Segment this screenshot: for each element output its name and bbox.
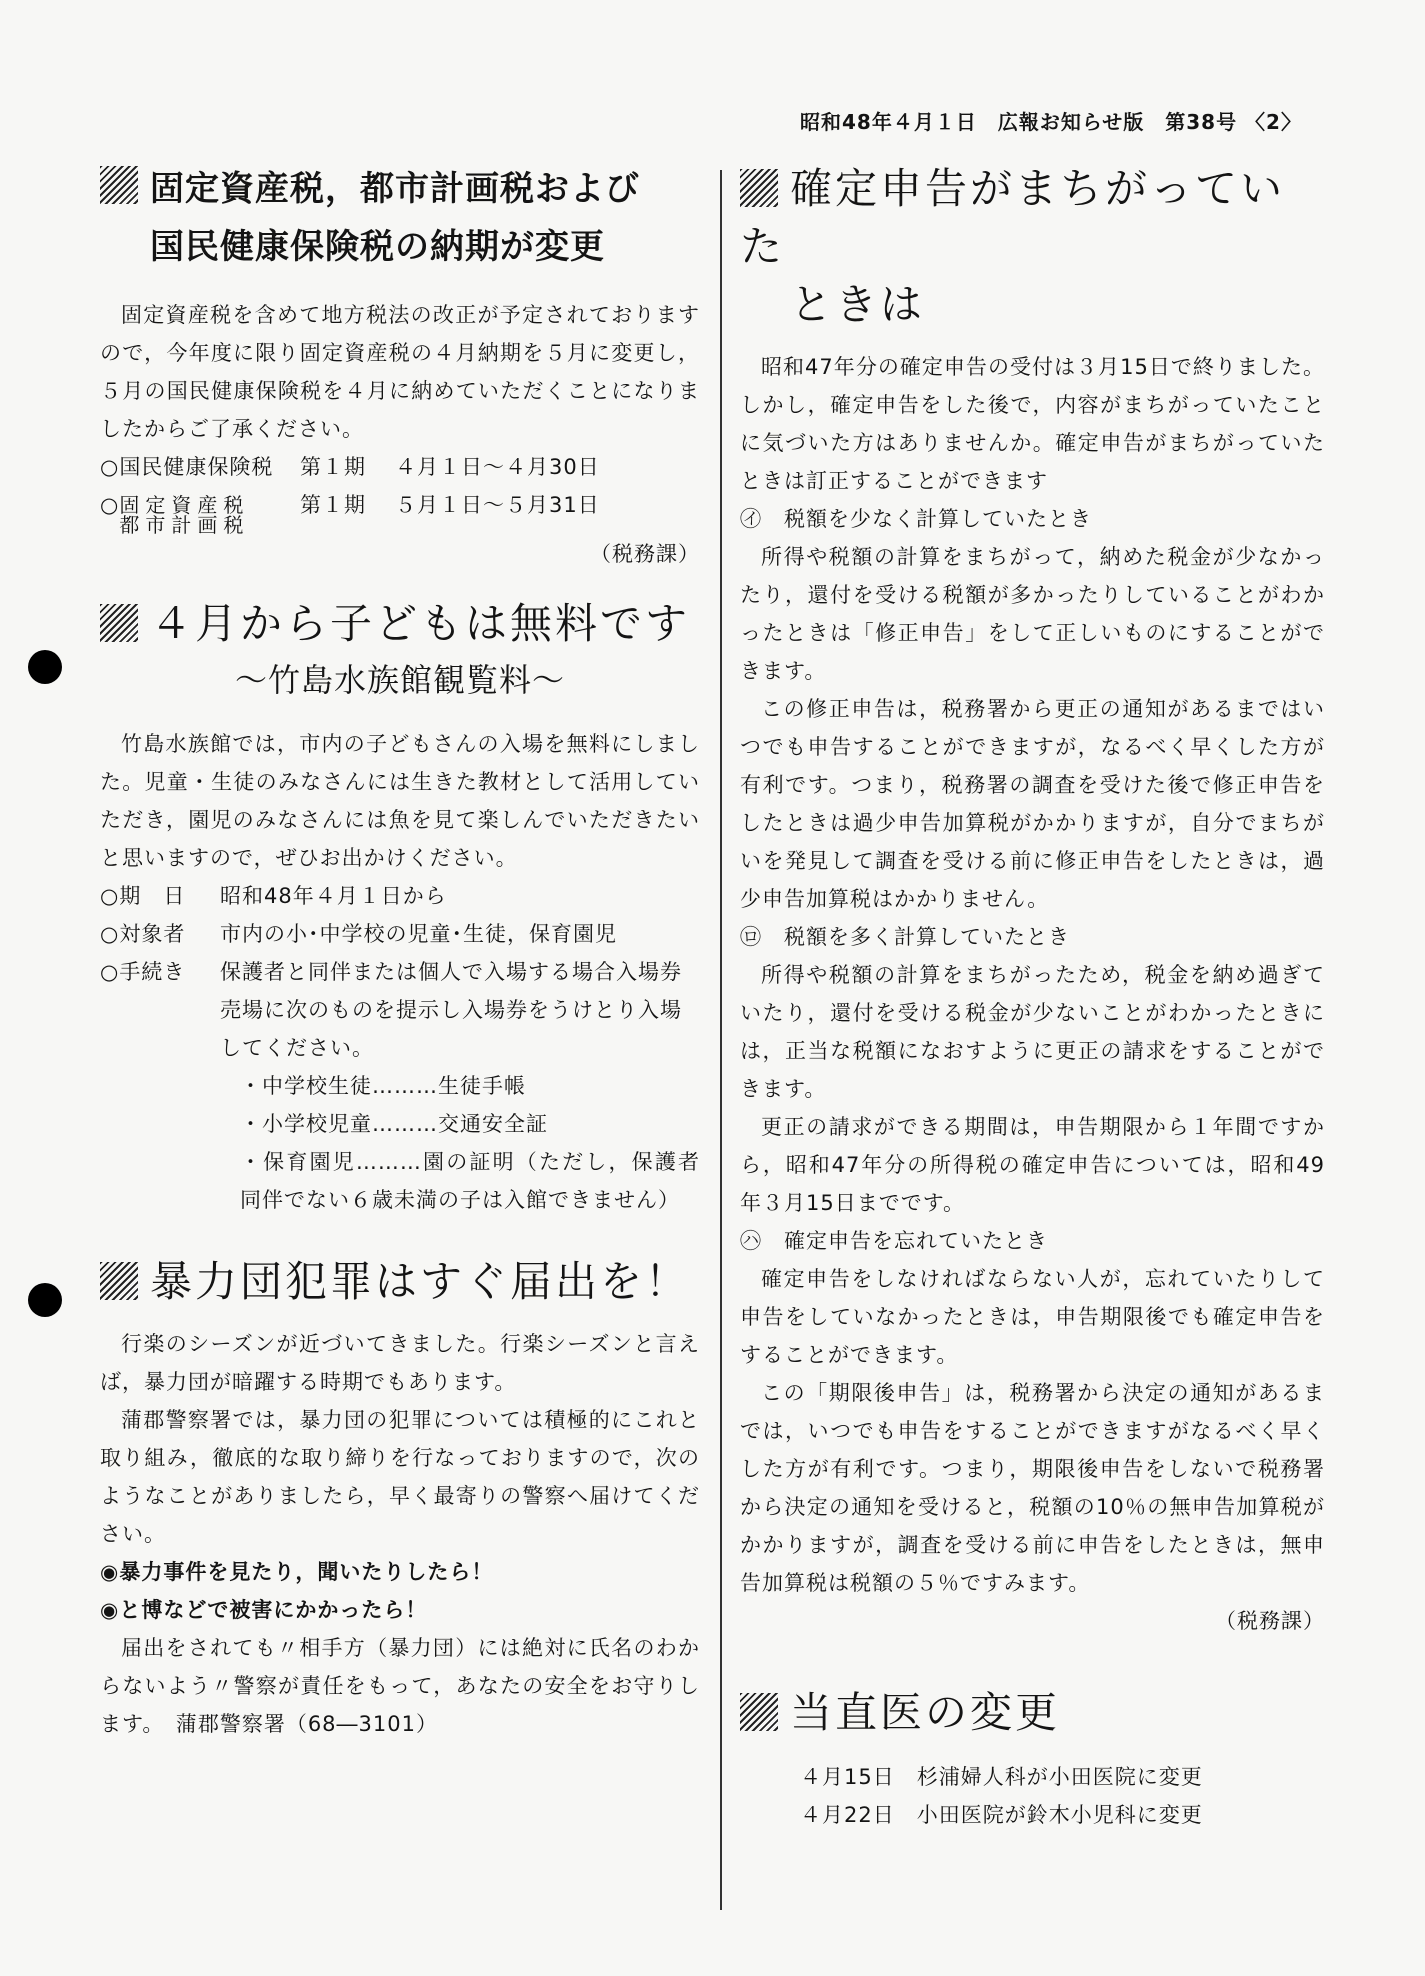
filing-dept: （税務課） (1215, 1609, 1325, 1633)
crime-title: 暴力団犯罪はすぐ届出を！ (100, 1253, 700, 1311)
list-item: ・保育園児………園の証明（ただし，保護者同伴でない６歳未満の子は入館できません） (240, 1150, 700, 1212)
column-divider (720, 170, 722, 1910)
crime-notice: 暴力団犯罪はすぐ届出を！ 行楽のシーズンが近づいてきました。行楽シーズンと言えば，暴力団が暗躍する時期でもあります。 蒲郡警察署では，暴力団の犯罪については積極的にこれと取り組み，徹底的な取り締りを行なっておりますので，次のようなことがありましたら，早く最寄りの警察へ届けてください。 ◉暴力事件を見たり，聞いたりしたら！ ◉と博などで被害にかかったら！ 届出をされても〃相手方（暴力団）には絶対に氏名のわからないよう〃警察が責任をもって，あなたの安全をお守りします。 蒲郡警察署（68―3101） (100, 1253, 700, 1743)
punch-hole (28, 650, 62, 684)
section-heading: ㋩ 確定申告を忘れていたとき (740, 1229, 1048, 1253)
duty-row: ４月22日 小田医院が鈴木小児科に変更 (800, 1803, 1203, 1827)
list-item: ・小学校児童………交通安全証 (240, 1112, 548, 1136)
section-heading: ㋑ 税額を少なく計算していたとき (740, 507, 1092, 531)
hatch-mark (740, 1693, 778, 1731)
tax-title: 固定資産税，都市計画税および 国民健康保険税の納期が変更 (100, 160, 700, 276)
filing-notice: 確定申告がまちがっていた ときは 昭和47年分の確定申告の受付は３月15日で終りました。しかし，確定申告をした後で，内容がまちがっていたことに気づいた方はありませんか。確定申告がまちがっていたときは訂正することができます ㋑ 税額を少なく計算していたとき 所得や税額の計算をまちがって，納めた税金が少なかったり，還付を受ける税額が多かったりしていることがわかったときは「修正申告」をして正しいものにすることができます。 この修正申告は，税務署から更正の通知があるまではいつでも申告することができますが，なるべく早くした方が有利です。つまり，税務署の調査を受けた後で修正申告をしたときは過少申告加算税がかかりますが，自分でまちがいを発見して調査を受ける前に修正申告をしたときは，過少申告加算税はかかりません。 ㋺ 税額を多く計算していたとき 所得や税額の計算をまちがったため，税金を納め過ぎていたり，還付を受ける税金が少ないことがわかったときには，正当な税額になおすように更正の請求をすることができます。 更正の請求ができる期間は，申告期限から１年間ですから，昭和47年分の所得税の確定申告については，昭和49年３月15日までです。 ㋩ 確定申告を忘れていたとき 確定申告をしなければならない人が，忘れていたりして申告をしていなかったときは，申告期限後でも確定申告をすることができます。 この「期限後申告」は，税務署から決定の通知があるまでは，いつでも申告をすることができますがなるべく早くした方が有利です。つまり，期限後申告をしないで税務署から決定の通知を受けると，税額の10％の無申告加算税がかかりますが，調査を受ける前に申告をしたときは，無申告加算税は税額の５％ですみます。 （税務課） (740, 160, 1325, 1640)
tax-item: ○ 固定資産税 都市計画税 第１期 ５月１日～５月31日 (100, 493, 600, 537)
tax-item: ○国民健康保険税 第１期 ４月１日～４月30日 (100, 455, 600, 479)
doctor-title: 当直医の変更 (740, 1684, 1325, 1742)
doctor-notice (740, 1684, 1325, 1834)
filing-title: 確定申告がまちがっていた ときは (740, 164, 1286, 329)
right-column (740, 160, 1325, 1834)
tax-body: 固定資産税を含めて地方税法の改正が予定されておりますので，今年度に限り固定資産税の４月納期を５月に変更し，５月の国民健康保険税を４月に納めていただくことになりましたからご了承ください。 (100, 303, 700, 441)
page-header: 昭和48年４月１日 広報お知らせ版 第38号 〈2〉 (800, 110, 1302, 134)
aquarium-body: 竹島水族館では，市内の子どもさんの入場を無料にしました。児童・生徒のみなさんには生きた教材として活用していただき，園児のみなさんには魚を見て楽しんでいただきたいと思いますので，ぜひお出かけください。 (100, 732, 700, 870)
aquarium-notice: ４月から子どもは無料です ～竹島水族館観覧料～ 竹島水族館では，市内の子どもさんの入場を無料にしました。児童・生徒のみなさんには生きた教材として活用していただき，園児のみなさんには魚を見て楽しんでいただきたいと思いますので，ぜひお出かけください。 ○期 日 昭和48年４月１日から ○対象者 市内の小･中学校の児童･生徒，保育園児 ○手続き 保護者と同伴または個人で入場する場合入場券売場に次のものを提示し入場券をうけとり入場してください。 ・中学校生徒………生徒手帳 ・小学校児童………交通安全証 ・保育園児………園の証明（ただし，保護者同伴でない６歳未満の子は入館できません） (100, 595, 700, 1219)
tax-dept: （税務課） (590, 542, 700, 566)
left-column (100, 160, 700, 1743)
hatch-mark (100, 166, 138, 204)
list-item: ◉暴力事件を見たり，聞いたりしたら！ (100, 1560, 494, 1584)
section-heading: ㋺ 税額を多く計算していたとき (740, 925, 1070, 949)
tax-notice (100, 160, 700, 573)
aquarium-subtitle: ～竹島水族館観覧料～ (234, 661, 565, 699)
punch-hole (28, 1283, 62, 1317)
aquarium-title: ４月から子どもは無料です (100, 595, 700, 653)
duty-row: ４月15日 杉浦婦人科が小田医院に変更 (800, 1765, 1203, 1789)
list-item: ◉と博などで被害にかかったら！ (100, 1598, 428, 1622)
hatch-mark (740, 169, 778, 207)
hatch-mark (100, 1262, 138, 1300)
hatch-mark (100, 604, 138, 642)
list-item: ・中学校生徒………生徒手帳 (240, 1074, 526, 1098)
